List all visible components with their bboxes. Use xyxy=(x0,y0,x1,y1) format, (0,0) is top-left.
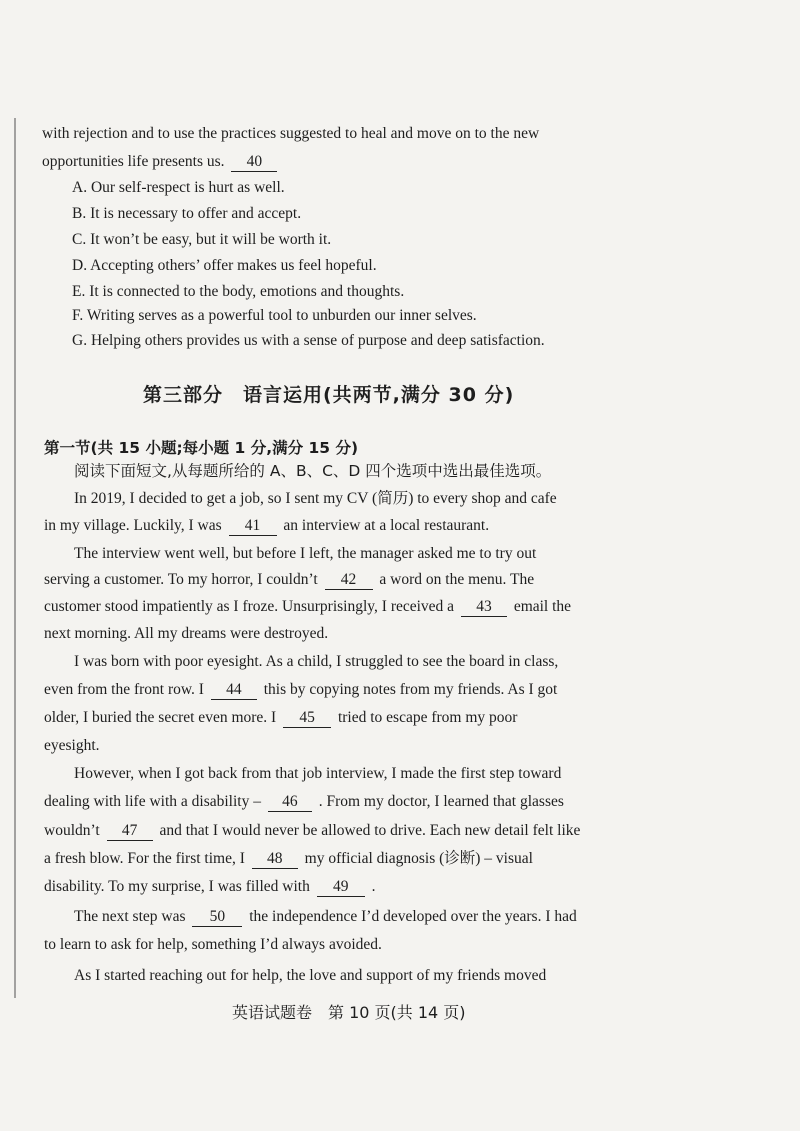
text: I was born with poor eyesight. As a child, I struggled to see the board in class, xyxy=(74,653,559,670)
blank-43[interactable]: 43 xyxy=(461,598,507,617)
text: . From my doctor, I learned that glasses xyxy=(318,793,564,810)
section-title: 第三部分 语言运用(共两节,满分 30 分) xyxy=(143,384,515,406)
blank-40[interactable]: 40 xyxy=(231,153,277,172)
text: a fresh blow. For the first time, I xyxy=(44,850,245,867)
text: next morning. All my dreams were destroyed. xyxy=(44,625,329,642)
text: tried to escape from my poor xyxy=(337,709,518,726)
cloze-line xyxy=(44,624,328,644)
option-text: It is connected to the body, emotions and thoughts. xyxy=(89,283,405,300)
text: older, I buried the secret even more. I xyxy=(44,709,277,726)
text: a word on the menu. The xyxy=(379,571,535,588)
blank-50[interactable]: 50 xyxy=(192,908,242,927)
text: an interview at a local restaurant. xyxy=(283,517,490,534)
cloze-line xyxy=(74,907,577,927)
passage-line xyxy=(42,124,539,144)
blank-41[interactable]: 41 xyxy=(229,517,277,536)
cloze-line xyxy=(44,680,557,700)
option-text: Our self-respect is hurt as well. xyxy=(90,179,285,196)
text: disability. To my surprise, I was filled with xyxy=(44,878,310,895)
option-text: Helping others provides us with a sense of purpose and deep satisfaction. xyxy=(90,332,545,349)
blank-45[interactable]: 45 xyxy=(283,709,331,728)
text: wouldn’t xyxy=(44,822,100,839)
option-label: E. xyxy=(72,283,86,300)
text: In 2019, I decided to get a job, so I sent my CV (简历) to every shop and cafe xyxy=(74,490,557,507)
page-footer: 英语试题卷 第 10 页(共 14 页) xyxy=(232,1003,466,1022)
option-text: It won’t be easy, but it will be worth it. xyxy=(90,231,332,248)
option-b xyxy=(72,204,301,224)
option-label: B. xyxy=(72,205,87,222)
text: The next step was xyxy=(74,908,186,925)
passage-line xyxy=(42,152,280,172)
cloze-line xyxy=(74,544,536,564)
cloze-line xyxy=(44,597,571,617)
option-label: D. xyxy=(72,257,88,274)
text: eyesight. xyxy=(44,737,100,754)
option-text: Writing serves as a powerful tool to unburden our inner selves. xyxy=(86,307,477,324)
blank-49[interactable]: 49 xyxy=(317,878,365,897)
text: dealing with life with a disability – xyxy=(44,793,261,810)
cloze-line xyxy=(44,849,533,869)
text: However, when I got back from that job interview, I made the first step toward xyxy=(74,765,562,782)
option-text: It is necessary to offer and accept. xyxy=(90,205,302,222)
text: . xyxy=(371,878,376,895)
text: and that I would never be allowed to drive. Each new detail felt like xyxy=(159,822,581,839)
option-label: C. xyxy=(72,231,87,248)
text: even from the front row. I xyxy=(44,681,204,698)
option-f xyxy=(72,306,477,326)
text: customer stood impatiently as I froze. Unsurprisingly, I received a xyxy=(44,598,455,615)
blank-42[interactable]: 42 xyxy=(325,571,373,590)
cloze-line xyxy=(74,652,558,672)
text: the independence I’d developed over the years. I had xyxy=(249,908,577,925)
text: in my village. Luckily, I was xyxy=(44,517,222,534)
sub-section-title: 第一节(共 15 小题;每小题 1 分,满分 15 分) xyxy=(44,439,359,457)
option-e xyxy=(72,282,404,302)
cloze-line xyxy=(44,877,375,897)
text: The interview went well, but before I left, the manager asked me to try out xyxy=(74,545,537,562)
text: opportunities life presents us. xyxy=(42,153,225,170)
option-text: Accepting others’ offer makes us feel hopeful. xyxy=(90,257,377,274)
option-label: A. xyxy=(72,179,88,196)
option-label: G. xyxy=(72,332,88,349)
text: to learn to ask for help, something I’d always avoided. xyxy=(44,936,382,953)
option-g xyxy=(72,331,545,351)
option-label: F. xyxy=(72,307,84,324)
cloze-line xyxy=(44,570,534,590)
cloze-line xyxy=(44,821,580,841)
cloze-line xyxy=(44,736,100,756)
instruction: 阅读下面短文,从每题所给的 A、B、C、D 四个选项中选出最佳选项。 xyxy=(74,462,552,480)
cloze-line xyxy=(44,516,489,536)
blank-47[interactable]: 47 xyxy=(107,822,153,841)
option-a xyxy=(72,178,285,198)
cloze-line xyxy=(74,489,557,509)
option-c xyxy=(72,230,331,250)
blank-48[interactable]: 48 xyxy=(252,850,298,869)
text: As I started reaching out for help, the love and support of my friends moved xyxy=(74,967,547,984)
cloze-line xyxy=(44,708,517,728)
text: with rejection and to use the practices suggested to heal and move on to the new xyxy=(42,125,540,142)
cloze-line xyxy=(44,792,564,812)
text: serving a customer. To my horror, I couldn’t xyxy=(44,571,318,588)
cloze-line xyxy=(74,764,561,784)
text: email the xyxy=(513,598,572,615)
cloze-line xyxy=(44,935,382,955)
option-d xyxy=(72,256,377,276)
cloze-line xyxy=(74,966,546,986)
text: this by copying notes from my friends. As I got xyxy=(263,681,558,698)
text: my official diagnosis (诊断) – visual xyxy=(304,850,533,867)
blank-46[interactable]: 46 xyxy=(268,793,312,812)
blank-44[interactable]: 44 xyxy=(211,681,257,700)
